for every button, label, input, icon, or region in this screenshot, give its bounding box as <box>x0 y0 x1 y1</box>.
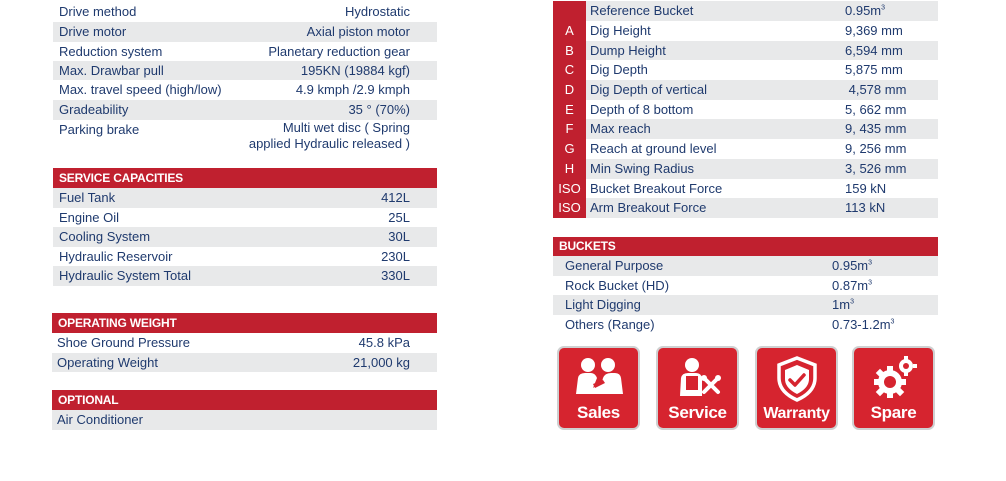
dimension-label: Dig Height <box>590 23 651 38</box>
bucket-value-sup: 3 <box>850 298 854 306</box>
spec-row <box>53 61 437 80</box>
bucket-value-sup: 3 <box>868 259 873 267</box>
shield-check-icon <box>771 356 823 402</box>
gears-icon <box>868 356 920 400</box>
table-row <box>52 333 437 353</box>
bucket-value <box>832 256 938 276</box>
dimension-letter: E <box>553 100 586 120</box>
spare-tile[interactable] <box>852 346 935 430</box>
bucket-value <box>832 295 938 315</box>
row-value: 21,000 kg <box>352 354 410 370</box>
dimension-value: 9,369 mm <box>845 23 903 38</box>
dimension-letter: A <box>553 21 586 41</box>
table-row <box>53 208 437 228</box>
row-value: 330L <box>381 268 410 284</box>
dimension-value: 159 kN <box>845 180 887 196</box>
dimension-label: Dig Depth <box>590 62 648 78</box>
bucket-label: Light Digging <box>565 297 641 313</box>
dimension-letter <box>553 1 586 21</box>
dimension-value: 113 kN <box>842 198 938 218</box>
row-label: Hydraulic Reservoir <box>59 248 173 264</box>
table-row <box>553 315 938 335</box>
bucket-value-text: 0.95m <box>832 258 869 273</box>
spec-value: 4.9 kmph /2.9 kmph <box>295 82 410 97</box>
dimension-label: Bucket Breakout Force <box>590 180 723 196</box>
table-row <box>53 247 437 267</box>
dimension-label: Arm Breakout Force <box>586 198 842 218</box>
dimension-row <box>553 100 938 120</box>
row-label: Engine Oil <box>59 209 119 225</box>
spec-label: Reduction system <box>59 44 163 59</box>
spec-row <box>53 42 437 61</box>
row-value: 45.8 kPa <box>358 335 410 350</box>
spec-value-line: applied Hydraulic released ) <box>248 136 410 151</box>
tile-body[interactable] <box>658 348 737 428</box>
spec-value <box>249 120 410 154</box>
spec-value: Hydrostatic <box>344 4 410 19</box>
row-label: Operating Weight <box>57 354 158 370</box>
dimensions-table <box>553 0 938 218</box>
service-tile[interactable] <box>656 346 739 430</box>
spec-row <box>53 22 437 42</box>
bucket-label: Others (Range) <box>565 316 655 332</box>
spec-label: Max. Drawbar pull <box>59 63 164 78</box>
dimension-value-text: 0.95m <box>845 3 882 18</box>
dimension-letter: B <box>553 41 586 61</box>
row-value: 230L <box>381 248 410 264</box>
tile-body[interactable] <box>559 348 638 428</box>
technician-icon <box>672 356 724 398</box>
row-label: Hydraulic System Total <box>59 268 191 284</box>
dimension-row <box>553 60 938 80</box>
tile-body[interactable] <box>757 348 836 428</box>
dimension-letter: F <box>553 119 586 139</box>
dimension-letter: D <box>553 80 586 100</box>
spec-label: Gradeability <box>59 102 129 117</box>
dimension-label: Dump Height <box>586 41 842 61</box>
dimension-row <box>553 21 938 41</box>
optional-section <box>52 390 437 430</box>
spec-row <box>53 2 437 22</box>
dimension-letter: ISO <box>553 179 586 199</box>
tile-label: Warranty <box>763 405 830 422</box>
bucket-label: General Purpose <box>565 258 664 273</box>
section-header: OPTIONAL <box>52 390 437 410</box>
spec-label: Max. travel speed (high/low) <box>59 82 222 97</box>
bucket-value-sup: 3 <box>890 318 895 326</box>
spec-value: 35 ° (70%) <box>348 102 410 117</box>
row-label: Air Conditioner <box>57 412 143 427</box>
tile-label: Spare <box>870 403 917 422</box>
dimension-row <box>553 198 938 218</box>
dimension-row <box>553 119 938 139</box>
dimension-row <box>553 179 938 199</box>
table-row <box>553 256 938 276</box>
dimension-value: 4,578 mm <box>842 80 938 100</box>
row-label: Shoe Ground Pressure <box>57 335 190 350</box>
section-header: SERVICE CAPACITIES <box>53 168 437 188</box>
dimension-label: Reach at ground level <box>590 141 717 157</box>
spec-row <box>53 80 437 100</box>
tile-body[interactable] <box>854 348 933 428</box>
row-label: Fuel Tank <box>59 190 116 205</box>
dimension-label: Reference Bucket <box>586 1 842 21</box>
spec-value-line: Multi wet disc ( Spring <box>282 120 410 135</box>
row-value: 25L <box>388 209 410 225</box>
tile-label: Sales <box>577 403 620 422</box>
row-label: Cooling System <box>59 229 151 245</box>
drive-specs-table <box>53 0 437 158</box>
sales-tile[interactable] <box>557 346 640 430</box>
service-capacities-section <box>53 168 437 286</box>
dimension-letter: ISO <box>553 198 586 218</box>
dimension-value <box>842 1 938 21</box>
spec-label: Drive method <box>59 4 137 19</box>
dimension-label: Max reach <box>586 119 842 139</box>
dimension-label: Depth of 8 bottom <box>590 101 694 117</box>
bucket-value-text: 1m <box>832 297 851 313</box>
dimension-value-sup: 3 <box>881 4 886 12</box>
bucket-value-text: 0.73-1.2m <box>832 316 891 332</box>
spec-row <box>53 100 437 120</box>
section-header: BUCKETS <box>553 237 938 256</box>
dimension-label: Min Swing Radius <box>586 159 842 179</box>
dimension-label: Dig Depth of vertical <box>586 80 842 100</box>
bucket-value-sup: 3 <box>868 279 873 287</box>
table-row <box>52 410 437 430</box>
dimension-value: 5, 662 mm <box>845 101 907 117</box>
table-row <box>52 353 437 373</box>
dimension-letter: C <box>553 60 586 80</box>
table-row <box>553 295 938 315</box>
dimension-row <box>553 139 938 159</box>
tile-label: Service <box>668 403 727 422</box>
warranty-tile[interactable] <box>755 346 838 430</box>
row-value: 412L <box>381 190 410 205</box>
dimension-letter: G <box>553 139 586 159</box>
section-header: OPERATING WEIGHT <box>52 313 437 333</box>
spec-label: Parking brake <box>59 122 140 137</box>
table-row <box>53 227 437 247</box>
dimension-value: 3, 526 mm <box>842 159 938 179</box>
bucket-value <box>832 315 938 335</box>
row-value: 30L <box>388 229 410 245</box>
dimension-row <box>553 41 938 61</box>
operating-weight-section <box>52 313 437 372</box>
people-icon <box>573 356 625 398</box>
dimension-value: 9, 435 mm <box>842 119 938 139</box>
bucket-value <box>832 276 938 296</box>
table-row <box>53 188 437 208</box>
table-row <box>553 276 938 296</box>
bucket-value-text: 0.87m <box>832 277 869 293</box>
dimension-row <box>553 80 938 100</box>
spec-row <box>53 120 437 158</box>
dimension-letter: H <box>553 159 586 179</box>
dimension-value: 9, 256 mm <box>845 141 907 157</box>
bucket-label: Rock Bucket (HD) <box>565 277 670 293</box>
spec-label: Drive motor <box>59 24 127 39</box>
buckets-section <box>553 237 938 334</box>
spec-value: Planetary reduction gear <box>268 44 410 59</box>
dimension-row <box>553 1 938 21</box>
spec-value: Axial piston motor <box>306 24 410 39</box>
spec-value: 195KN (19884 kgf) <box>300 63 410 78</box>
dimension-value: 6,594 mm <box>842 41 938 61</box>
dimension-row <box>553 159 938 179</box>
table-row <box>53 266 437 286</box>
dimension-value: 5,875 mm <box>845 62 903 78</box>
